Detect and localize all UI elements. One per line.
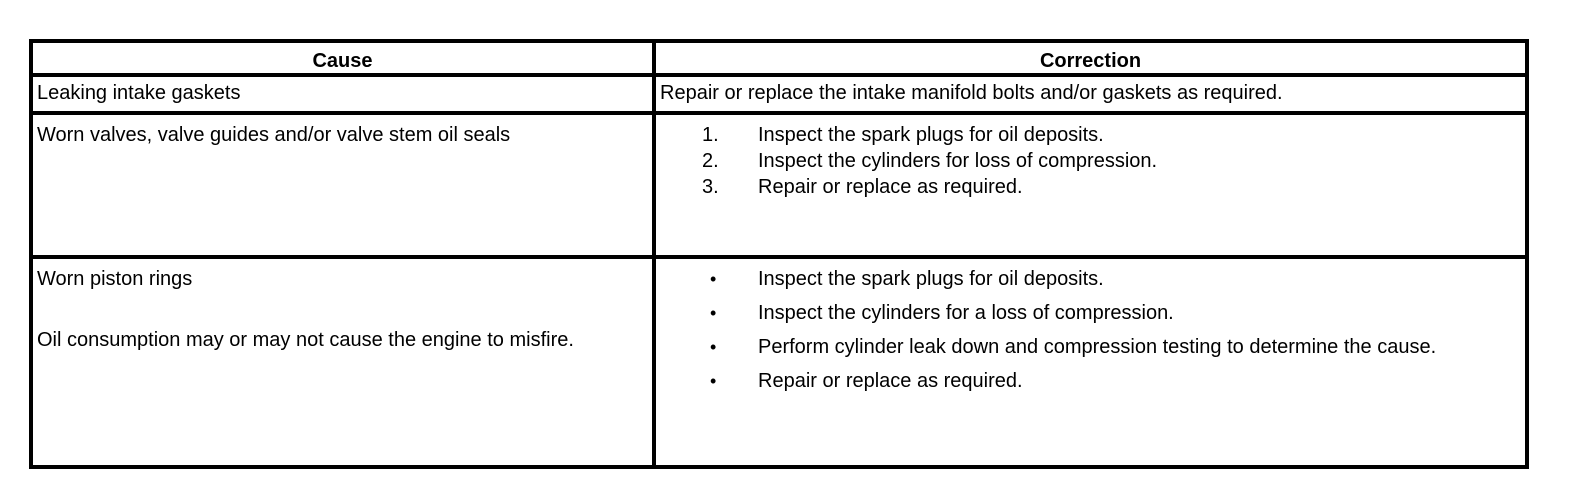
step-number: 3. <box>702 176 719 198</box>
step-text: Inspect the spark plugs for oil deposits. <box>758 124 1104 146</box>
step-text: Repair or replace as required. <box>758 176 1023 198</box>
correction-cell <box>654 257 1527 467</box>
bullet-text: Inspect the spark plugs for oil deposits. <box>758 268 1104 290</box>
table-row <box>31 257 1527 467</box>
numbered-steps-list <box>660 123 1521 201</box>
cause-cell <box>31 257 654 467</box>
bullet-icon: • <box>710 371 717 391</box>
diagnostic-table-container <box>29 39 1529 469</box>
list-item <box>660 267 1521 291</box>
bullet-icon: • <box>710 303 717 323</box>
cause-header: Cause <box>31 41 654 75</box>
cause-cell <box>31 75 654 113</box>
step-number: 1. <box>702 124 719 146</box>
correction-text: Repair or replace the intake manifold bolts and/or gaskets as required. <box>660 82 1283 104</box>
cause-note: Oil consumption may or may not cause the engine to misfire. <box>37 329 574 351</box>
bullet-text: Inspect the cylinders for a loss of compression. <box>758 302 1174 324</box>
list-item <box>660 123 1521 149</box>
list-item <box>660 175 1521 201</box>
step-text: Inspect the cylinders for loss of compression. <box>758 150 1158 172</box>
list-item <box>660 301 1521 325</box>
bullet-text: Repair or replace as required. <box>758 370 1023 392</box>
cause-cell <box>31 113 654 257</box>
bulleted-list <box>660 267 1521 393</box>
correction-cell <box>654 113 1527 257</box>
bullet-icon: • <box>710 269 717 289</box>
cause-text: Worn valves, valve guides and/or valve stem oil seals <box>37 124 511 146</box>
bullet-icon: • <box>710 337 717 357</box>
bullet-text: Perform cylinder leak down and compression testing to determine the cause. <box>758 336 1437 358</box>
list-item <box>660 149 1521 175</box>
table-row <box>31 75 1527 113</box>
list-item <box>660 369 1521 393</box>
cause-text: Leaking intake gaskets <box>37 82 241 104</box>
diagnostic-table <box>29 39 1529 469</box>
header-row <box>31 41 1527 75</box>
correction-header: Correction <box>654 41 1527 75</box>
correction-cell <box>654 75 1527 113</box>
list-item <box>660 335 1521 359</box>
step-number: 2. <box>702 150 719 172</box>
table-row <box>31 113 1527 257</box>
cause-text: Worn piston rings <box>37 268 193 290</box>
